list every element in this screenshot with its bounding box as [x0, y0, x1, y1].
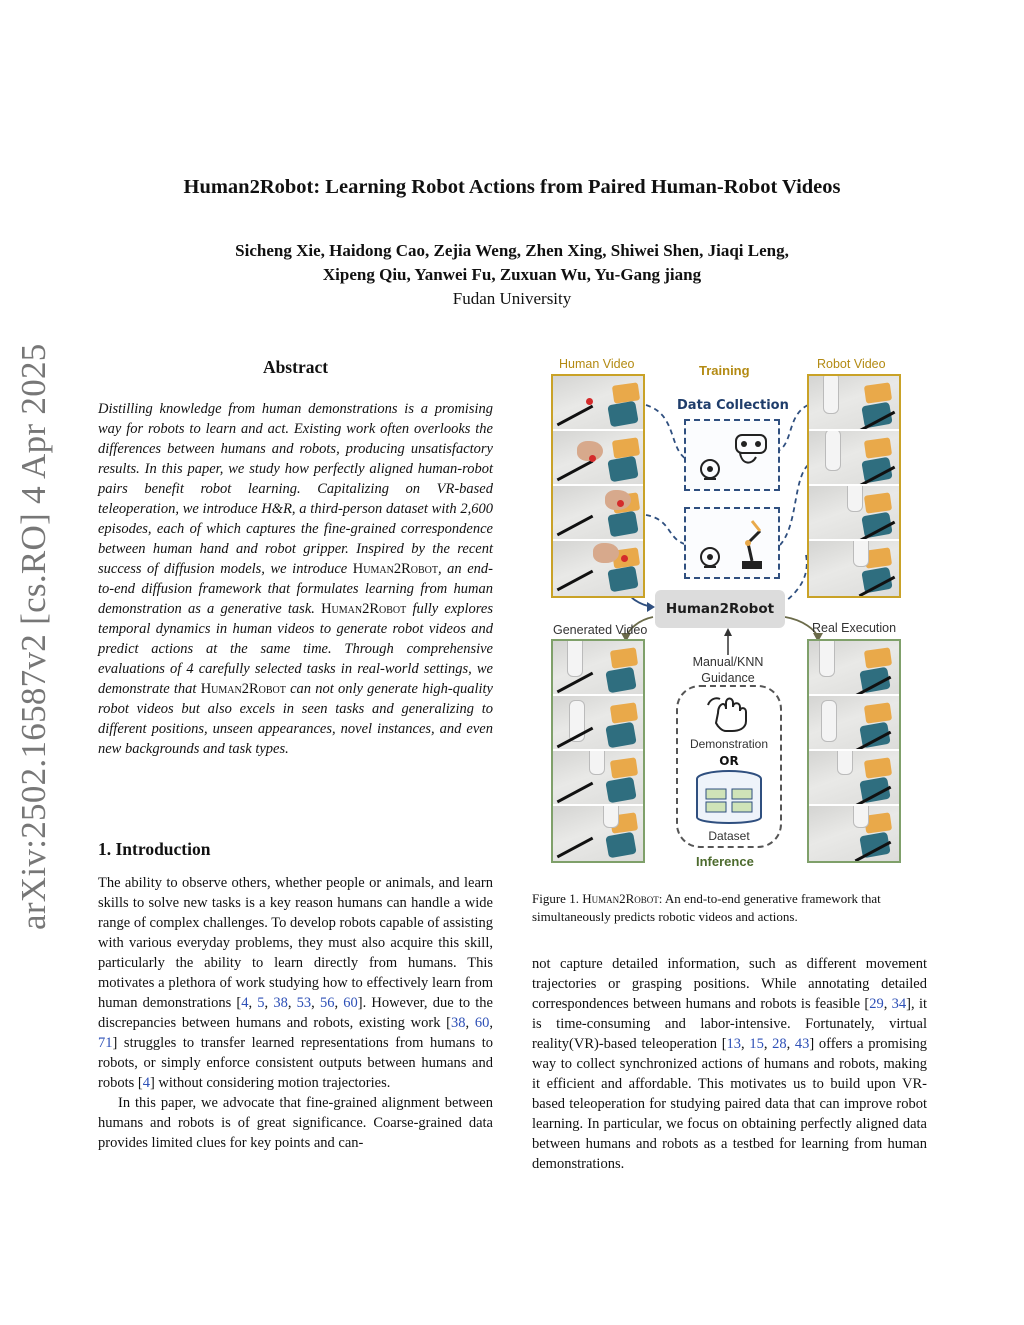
video-frame [809, 751, 899, 806]
label-or: OR [719, 754, 739, 768]
intro-text: ] offers a promising way to collect synchronized actions of humans and robots, making it efficient and affordable. This motivates us to build upon VR-based teleoperation for studying paired data that can improve robot learning. In particular, we focus on obtaining perfectly aligned data between humans and robots as a testbed for learning from human demonstrations. [532, 1036, 928, 1172]
video-frame [809, 696, 899, 751]
label-data-collection: Data Collection [677, 398, 789, 413]
citation-link[interactable]: 60 [343, 995, 358, 1011]
label-human-video: Human Video [559, 357, 635, 371]
citation-link[interactable]: 5 [257, 995, 265, 1011]
video-frame [809, 541, 899, 596]
affiliation: Fudan University [452, 289, 572, 308]
method-name: Human2Robot [352, 561, 438, 577]
citation-link[interactable]: 4 [241, 995, 249, 1011]
video-frame [553, 431, 643, 486]
real-execution-frames [807, 639, 901, 863]
intro-text: ]. However, due to the discrepancies between humans and robots, existing work [ [98, 995, 493, 1031]
citation-link[interactable]: 43 [794, 1036, 810, 1052]
label-guidance: Manual/KNN Guidance [692, 655, 764, 685]
citation-link[interactable]: 34 [891, 996, 907, 1012]
citation-link[interactable]: 28 [772, 1036, 787, 1052]
data-collection-human-box [684, 419, 780, 491]
paper-title: Human2Robot: Learning Robot Actions from Paired Human-Robot Videos [183, 176, 841, 198]
figure-caption [532, 890, 927, 926]
dashed-connector [646, 405, 688, 460]
citation-link[interactable]: 38 [451, 1015, 466, 1031]
video-frame [553, 376, 643, 431]
citation-link[interactable]: 4 [142, 1075, 150, 1091]
citation-link[interactable]: 29 [869, 996, 884, 1012]
caption-method-name: Human2Robot [582, 891, 659, 906]
citation-link[interactable]: 60 [474, 1015, 490, 1031]
data-collection-robot-box [684, 507, 780, 579]
arrowhead [647, 602, 655, 612]
abstract-heading: Abstract [262, 357, 329, 377]
abstract-text-1: Distilling knowledge from human demonstrations is a promising way for robots to learn and act. Existing work often overlooks the differences between humans and robots, producing unsatisfactory results. In this paper, we study how perfectly aligned human-robot pairs benefit robot learning. Capitalizing on VR-based teleoperation, we introduce H&R, a third-person dataset with 2,600 episodes, each of which captures the fine-grained correspondence between human hand and robot gripper. Inspired by the recent success of diffusion models, we introduce [98, 401, 493, 577]
dashed-connector [786, 555, 807, 601]
citation-link[interactable]: 56 [319, 995, 335, 1011]
author-list-line-2: Xipeng Qiu, Yanwei Fu, Zuxuan Wu, Yu-Gang jiang [322, 265, 702, 284]
database-icon [678, 769, 780, 829]
label-training: Training [699, 363, 750, 378]
dashed-connector [780, 465, 808, 545]
webcam-vr-headset-icon [686, 421, 778, 489]
video-frame [809, 806, 899, 861]
intro-text: ] without considering motion trajectories. [149, 1075, 391, 1091]
method-name: Human2Robot [200, 681, 286, 697]
citation-link[interactable]: 15 [749, 1036, 764, 1052]
human2robot-model-box [655, 590, 785, 628]
abstract-body [98, 399, 493, 759]
abstract-text-3: fully explores temporal dynamics in human videos to generate robot videos and predict actions at the same time. Through comprehensive evaluations of 4 carefully selected tasks in real-world settings, we demonstrate that [98, 601, 493, 697]
figure-1 [548, 355, 908, 875]
video-frame [553, 486, 643, 541]
label-dataset: Dataset [708, 829, 750, 843]
label-robot-video: Robot Video [817, 357, 886, 371]
video-frame [809, 641, 899, 696]
generated-video-frames [551, 639, 645, 863]
label-generated-video: Generated Video [553, 623, 648, 637]
video-frame [553, 751, 643, 806]
human-video-frames [551, 374, 645, 598]
video-frame [553, 696, 643, 751]
intro-text: ] struggles to transfer learned representations from humans to robots, or simply enforce consistent outputs between humans and robots [ [98, 1035, 493, 1091]
intro-text: ], it is time-consuming and labor-intensive. Fortunately, virtual reality(VR)-based teleoperation [ [532, 996, 928, 1052]
citation-link[interactable]: 13 [726, 1036, 742, 1052]
webcam-robot-arm-icon [686, 509, 778, 577]
label-inference: Inference [696, 854, 754, 869]
video-frame [809, 431, 899, 486]
video-frame [553, 541, 643, 596]
dashed-connector [646, 515, 688, 545]
intro-paragraphs-left [98, 873, 493, 1153]
intro-text: The ability to observe others, whether people or animals, and learn skills to solve new tasks is a key reason humans can handle a wide range of complex challenges. To develop robots capable of assisting with various everyday problems, they must also acquire this skill, particularly the ability to learn directly from humans. This motivates a plethora of work studying how to effectively learn from human demonstrations [ [98, 875, 493, 1011]
author-list-line-1: Sicheng Xie, Haidong Cao, Zejia Weng, Zhen Xing, Shiwei Shen, Jiaqi Leng, [235, 241, 789, 260]
intro-paragraph-1: The ability to observe others, whether people or animals, and learn skills to solve new tasks is a key reason humans can handle a wide range of complex challenges. To develop robots capable of assisting with various everyday problems, they must also acquire this skill, particularly the ability to learn directly from humans. This motivates a plethora of work studying how to effectively learn from human demonstrations [4, 5, 38, 53, 56, 60]. However, due to the discrepancies between humans and robots, existing work [38, 60, 71] struggles to transfer learned representations from humans to robots, or simply enforce consistent outputs between humans and robots [4] without considering motion trajectories. [98, 875, 493, 1091]
method-name: Human2Robot [321, 601, 407, 617]
video-frame [809, 376, 899, 431]
label-demonstration: Demonstration [689, 737, 769, 751]
citation-link[interactable]: 53 [296, 995, 312, 1011]
citation-link[interactable]: 38 [273, 995, 288, 1011]
intro-text: not capture detailed information, such as different movement trajectories or grasping positions. While annotating detailed correspondences between humans and robots is feasible [ [532, 956, 927, 1012]
arrowhead [724, 628, 732, 636]
caption-prefix: Figure 1. [532, 891, 583, 906]
robot-video-frames [807, 374, 901, 598]
video-frame [809, 486, 899, 541]
intro-paragraph-2: In this paper, we advocate that fine-grained alignment between humans and robots is of great significance. Coarse-grained data provides limited clues for key points and can- [98, 1095, 493, 1151]
label-real-execution: Real Execution [812, 621, 897, 635]
intro-paragraphs-right: not capture detailed information, such as different movement trajectories or grasping positions. While annotating detailed correspondences between humans and robots is feasible [29, 34], it is time-consuming and labor-intensive. Fortunately, virtual reality(VR)-based teleoperation [13, 15, 28, 43] offers a promising way to collect synchronized actions of humans and robots, making it efficient and affordable. This motivates us to build upon VR-based teleoperation for studying paired data that can improve robot learning. In particular, we focus on obtaining perfectly aligned data between humans and robots as a testbed for learning from human demonstrations. [532, 956, 928, 1172]
guidance-box [676, 685, 782, 848]
model-label: Human2Robot [665, 601, 775, 617]
video-frame [553, 641, 643, 696]
video-frame [553, 806, 643, 861]
arxiv-identifier: arXiv:2502.16587v2 [cs.RO] 4 Apr 2025 [14, 343, 53, 930]
abstract-text-2: , an end-to-end diffusion framework that formulates learning from human demonstration as a generative task. [98, 561, 493, 617]
caption-text: : An end-to-end generative framework that simultaneously predicts robotic videos and actions. [532, 891, 881, 924]
abstract-text-4: can not only generate high-quality robot videos but also excels in seen tasks and generalizing to different positions, unseen appearances, novel instances, and even new backgrounds and task types. [98, 681, 493, 757]
citation-link[interactable]: 71 [98, 1035, 113, 1051]
section-heading-introduction: 1. Introduction [98, 839, 211, 859]
hand-tap-icon [678, 693, 780, 733]
